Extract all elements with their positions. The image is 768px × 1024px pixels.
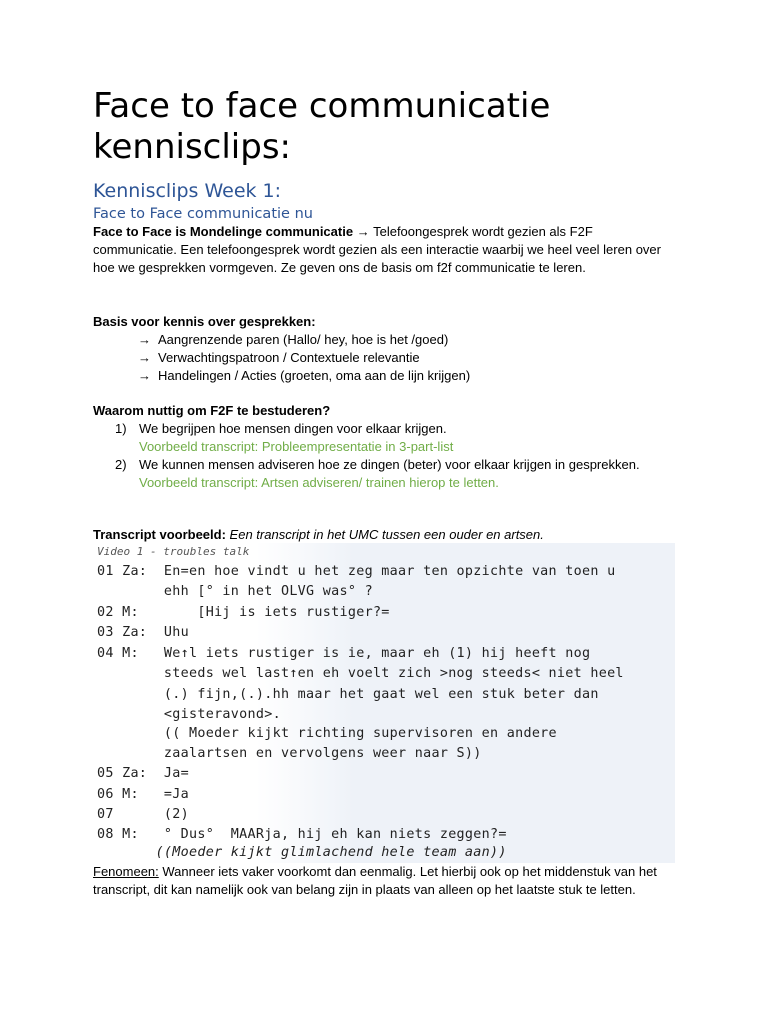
transcript-line: zaalartsen en vervolgens weer naar S)) [97,746,482,761]
transcript-line: ((Moeder kijkt glimlachend hele team aan)) [97,845,507,860]
list-item: → Verwachtingspatroon / Contextuele relevantie [138,350,420,365]
list-item [93,420,673,456]
basis-heading: Basis voor kennis over gesprekken: [93,314,316,329]
basis-section [93,313,673,385]
intro-bold: Face to Face is Mondelinge communicatie [93,224,354,239]
arrow-icon: → [138,368,151,383]
arrow-icon: → [138,350,151,365]
transcript-intro [93,526,673,544]
transcript-line: 04 M: We↑l iets rustiger is ie, maar eh (1) hij heeft nog [97,646,591,661]
fenomeen-paragraph [93,863,673,899]
list-number: 2) [115,457,127,472]
transcript-line: 07 (2) [97,807,189,822]
transcript-line: (( Moeder kijkt richting supervisoren en andere [97,726,557,741]
transcript-line: 03 Za: Uhu [97,625,189,640]
transcript-intro-italic: Een transcript in het UMC tussen een ouder en artsen. [229,527,544,542]
arrow-icon: → [356,224,370,239]
transcript-line: 05 Za: Ja= [97,766,189,781]
transcript-line: 08 M: ° Dus° MAARja, hij eh kan niets zeggen?= [97,827,507,842]
waarom-section [93,402,673,492]
list-number: 1) [115,421,127,436]
list-text: We kunnen mensen adviseren hoe ze dingen (beter) voor elkaar krijgen in gesprekken. [139,457,640,472]
arrow-icon: → [138,332,151,347]
intro-text: Telefoongesprek wordt gezien als F2F communicatie. Een telefoongesprek wordt gezien als een interactie waarbij we heel veel leren over hoe we gesprekken vormgeven. Ze geven ons de basis om f2f communicatie te leren. [93,224,661,275]
list-text: We begrijpen hoe mensen dingen voor elkaar krijgen. [139,421,447,436]
page-title: Face to face communicatie kennisclips: [93,86,551,167]
transcript-line: (.) fijn,(.).hh maar het gaat wel een stuk beter dan [97,687,599,702]
transcript-line: steeds wel last↑en eh voelt zich >nog steeds< niet heel [97,666,624,681]
section-heading: Kennisclips Week 1: [93,180,282,202]
intro-paragraph [93,223,663,277]
fenomeen-label: Fenomeen: [93,864,159,879]
transcript-image [93,543,675,863]
transcript-line: 06 M: =Ja [97,787,189,802]
list-item: → Aangrenzende paren (Hallo/ hey, hoe is het /goed) [138,332,449,347]
transcript-line: <gisteravond>. [97,707,281,722]
list-item: → Handelingen / Acties (groeten, oma aan de lijn krijgen) [138,368,471,383]
transcript-line: ehh [° in het OLVG was° ? [97,584,373,599]
example-text: Voorbeeld transcript: Artsen adviseren/ trainen hierop te letten. [139,475,499,490]
fenomeen-text: Wanneer iets vaker voorkomt dan eenmalig. Let hierbij ook op het middenstuk van het transcript, dit kan namelijk ook van belang zijn in plaats van alleen op het laatste stuk te letten. [93,864,657,897]
list-item [93,456,673,492]
subsection-heading: Face to Face communicatie nu [93,206,313,222]
transcript-header: Video 1 - troubles talk [97,545,250,558]
waarom-heading: Waarom nuttig om F2F te bestuderen? [93,403,331,418]
example-text: Voorbeeld transcript: Probleempresentatie in 3-part-list [139,439,454,454]
transcript-intro-bold: Transcript voorbeeld: [93,527,226,542]
transcript-line: 01 Za: En=en hoe vindt u het zeg maar ten opzichte van toen u [97,564,616,579]
transcript-line: 02 M: [Hij is iets rustiger?= [97,605,390,620]
